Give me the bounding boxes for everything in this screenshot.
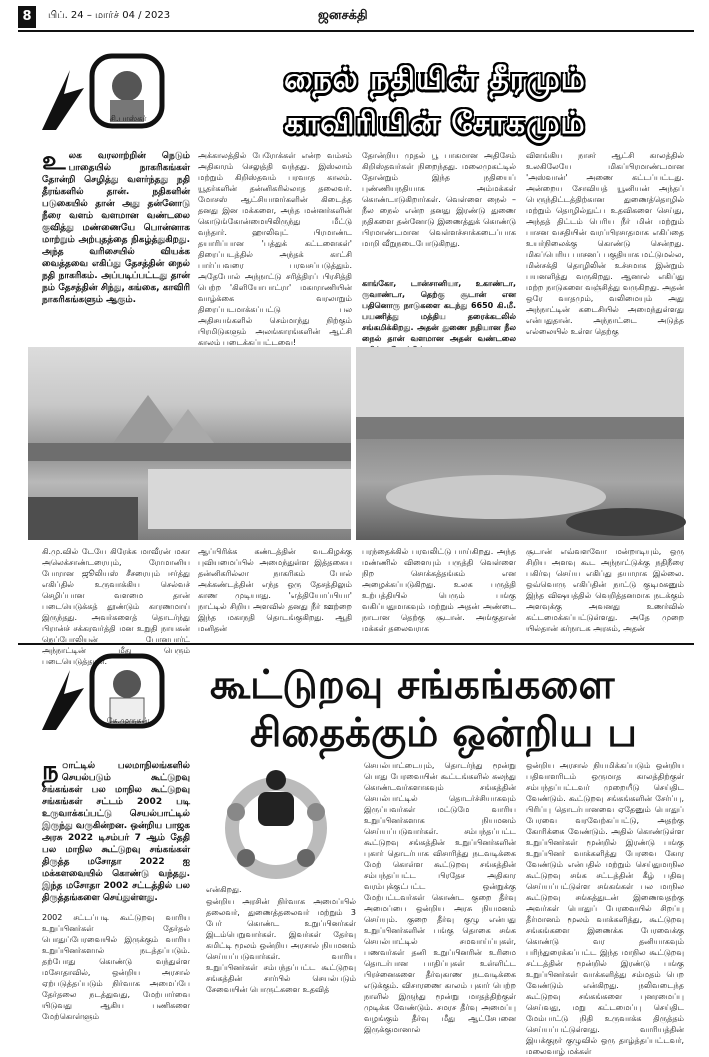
article-1-col1b: கி.மு.வில் டேயே கிரேக்க மாவீரன் மகா அலெக்சாண்டரையும், ரோமானிய போரான ஜூலியஸ் சீசரையும் ஈர்த்து எகிப்தில் உருவாக்கிய செல்வச் செழிப்பான வளமை தான் படையெடுக்கத் தூண்டும் காரணமாய் இருந்தது. அவர்களைத் தொடர்ந்து பிரான்ச் சக்கரவர்த்தி மன உறுதி நாயகன் நெப்போலியன் போனபார்ட் அந்நாட்டின் மீது பெரும் படையெடுத்தான். bbox=[42, 547, 190, 666]
intro-text-1: லக வரலாற்றின் நெடும் பாதையில் நாகரிகங்கள் தோன்றி செழித்து வளர்ந்தது நதி தீரங்களில் தான். நதிகளின் படுகையில் தான் அது தன்னோடு நீரை வளம் வளமான வண்டலை குவித்து மண்ணையே பொன்னாக மாற்றும் அற்புதத்தை நிகழ்த்துகிறது. அந்த வரிசையில் வியக்க வைத்தவை எகிப்து தேசத்தின் நைல் நதி நாகரிகம். அப்படிப்பட்டது தான் நம் தேசத்தின் சிந்து, கங்கை, காவிரி நாகரிகங்களும் ஆகும். bbox=[42, 151, 190, 305]
photo-nile-pyramids bbox=[28, 347, 351, 540]
dropcap-1: உ bbox=[42, 146, 66, 176]
article-1-col2: அக்காலத்தில் பேரோக்கள் என்ற வம்சம் அதிகாரம் செலுத்தி வந்தது. இஸ்லாம் மற்றும் கிறிஸ்தவம் பரவாத காலம். யூதர்களின் தன்னிகரில்லாத தலைவர். மோசஸ் ஆட்சியாளர்களின் கிடைத்த தனது இன மக்களை, அந்த மன்னர்களின் கொடுங்கோன்மையிலிருந்து மீட்டு வந்தார். ஹாலிவுட் பிரமாண்ட தயாரிப்பான 'பத்துக் கட்டளைகள்' திரைப்படத்தில் அந்தக் காட்சி பார்ப்பவரை பரவசப்படுத்தும். அதேபோல் அந்நாட்டு சரித்திரப் பிரசித்தி பெற்ற 'கிளியோபாட்ரா' மகாராணியின் வாழ்க்கை வரலாறும் திரைப்படமாக்கப்பட்டு பல அதிசயங்களில் செம்மாந்து நிற்கும் பிரமிடுகளும் அலங்காரங்களின் ஆட்சி காலம் படைக்கப்பட்டவை! bbox=[198, 151, 352, 347]
author-block-2 bbox=[42, 652, 166, 732]
headline-1-line1: நைல் நதியின் தீரமும் bbox=[284, 62, 586, 97]
article-2-col3: செயல்பாட்டையும், தொடர்ந்து மூன்று பொது பேரவையின் கூட்டங்களில் கலந்து கொண்டவர்களாகவும் சங்கத்தின் செயல்பாட்டில் தொடர்ச்சியாகவும் இருப்பவர்கள் மட்டுமே வாரிய உறுப்பினர்களாக நியமனம் செய்யப்படுவார்கள். சம்பந்தப்பட்ட கூட்டுறவு சங்கத்தின் உறுப்பினர்களின் புகார் தொடர்பாக விசாரித்து நடவடிக்கை மேற் கொள்ள கூட்டுறவு சங்கத்தின் சம்பந்தப்பட்ட பிரதேச அதிகார வரம்புக்குட்பட்ட ஒன்றுக்கு மேற்பட்டவர்கள் கொண்ட குறை தீர்வு அமைப்பை ஒன்றிய அரசு நியமனம் செய்யும். குறை தீர்வு குழு என்பது உறுப்பினர்களின் பங்கு தொகை சங்க செயல்பாட்டில் சமவாய்ப்புகள், பணவர்கள் தனி உறுப்பினரின் உரிமை தொடர்பான பாதிப்புகள் உள்ளிட்ட பிரச்னைகளை தீர்வுகாண நடவடிக்கை எடுக்கும். விசாரணை காலம் புகார் பெற்ற நாளில் இருந்து மூன்று மாதத்திற்குள் முடிக்க வேண்டும். சமரச தீர்வு அமைப்பு வழங்கும் தீர்வு மீது ஆட்சேபனை இருக்குமானால் bbox=[364, 761, 516, 1034]
page-header bbox=[18, 6, 694, 32]
dropcap-2: ந bbox=[42, 756, 59, 786]
masthead: ஜனசக்தி bbox=[318, 8, 368, 23]
issue-date: பிப். 24 – மார்ச் 04 / 2023 bbox=[48, 10, 171, 21]
article-2-intro bbox=[42, 756, 190, 910]
article-2-col1: 2002 சட்டப்படி கூட்டுறவு வாரிய உறுப்பினர்கள் தேர்தல் பொதுப்பேரவையில் இருக்கும் வாரிய உறுப்பினர்களால் நடத்தப்படும். தற்போது கொண்டு வந்துள்ள மசோதாவில், ஒன்றிய அரசால் ஏற்படுத்தப்படும் நிர்வாக அமைப்பே தேர்தலை நடத்துவது, மேற்பார்வை யிடுவது ஆகிய பணிகளை மேற்கொள்ளும் bbox=[42, 913, 190, 1021]
article-1-col2b: ஆப்பிரிக்க கண்டத்தின் வடகிழக்கு புவியமைப்பில் அமைந்துள்ள இத்தகைய தன்னிகரில்லா நாகரிகம் போல் அக்கண்டத்தின் எந்த ஒரு தேசத்திலும் காண முடியாது. 'எத்தியோப்பியா' நாட்டில் சிறிய அளவில் தனது நீர் ஊற்றை இந்த மகாநதி தொடங்குகிறது. ஆதி மனிதன் bbox=[198, 547, 352, 633]
author-name-1: சி.பாஸ்கர் bbox=[109, 114, 147, 123]
cooperative-illustration bbox=[206, 762, 346, 882]
section-divider bbox=[18, 643, 694, 645]
article-2-col2-top: என்கிறது. bbox=[206, 885, 242, 894]
lightning-icon bbox=[42, 670, 84, 730]
article-1-intro bbox=[42, 146, 190, 340]
article-1-col3a: தோன்றிய முதல் பூ பாகமான அதிசேம் கிறிஸ்தவர்கள் நிறைந்தது. மலைமுகட்டில் தோன்றும் இந்த நதியைப் புண்ணியநதியாக அம்மக்கள் கொண்டாடுகிறார்கள். வெள்ளை நைல் – நீல நைல் என்ற தனது இரண்டு துணை நதிகளை தன்னோடு இணைத்துக் கொண்டு பிரமாண்டமான வெள்ளச்சாக்கடைப்பாக மாறி வீறுநடைபோடுகிறது. bbox=[362, 151, 516, 248]
headline-2-line1: கூட்டுறவு சங்கங்களை bbox=[210, 662, 615, 708]
author-photo-2 bbox=[113, 670, 141, 698]
headline-1-line2: காவிரியின் சோகமும் bbox=[284, 106, 586, 141]
article-2-col2: ஒன்றிய அரசின் நிர்வாக அமைப்பில் தலைவர், துணைத்தலைவர் மற்றும் 3 பேர் கொண்ட உறுப்பினர்கள் இடம்பெறுவார்கள். இவர்கள் தேர்வு கமிட்டி மூலம் ஒன்றிய அரசால் நியமனம் செய்யப்படுவார்கள். வாரிய உறுப்பினர்கள் சம்பந்தப்பட்ட கூட்டுறவு சங்கத்தின் சார்பில் செயல்படும் சேவையின் பொருட்களை உதவித் bbox=[206, 897, 356, 994]
article-1-col3b: காங்கோ, டான்சானியா, உகாண்டா, ருவாண்டா, தெற்கு சூடான் என பதினொரு நாடுகளை கடந்து 6650 கி.மீ. பயணித்து மத்திய தரைக்கடலில் சங்கமிக்கிறது. அதன் துணை நதியான நீல நைல் தான் வளமான அதன் வண்டலை bbox=[362, 279, 516, 343]
article-1-col4b: சூடான் எவ்வளவோ மன்றாடியும், ஒரு சிறிய அளவு கூட அந்நாட்டுக்கு நதிநீரை பகிர்வு செய்ய எகிப்து தயாராக இல்லை. ஒவ்வொரு எகிப்தின் நாட்டு குடிமகனும் இந்த விஷயத்தில் வெறித்தனமாக நடக்கும் அளவுக்கு அவனது உணர்வில் கட்டமைக்கப்பட்டுள்ளது. அதே முறை யில்தான் கர்நாடக அரசும், அதன் bbox=[526, 547, 684, 633]
intro-text-2: ாட்டில் பலமாநிலங்களில் செயல்படும் கூட்டுறவு சங்கங்கள் பல மாநில கூட்டுறவு சங்கங்கள் சட்டம் 2002 படி உருவாக்கப்பட்டு செயல்பாட்டில் இருந்து வருகின்றன. ஒன்றிய பாஜக அரசு 2022 டிசம்பர் 7 ஆம் தேதி பல மாநில கூட்டுறவு சங்கங்கள் திருத்த மசோதா 2022 ஐ மக்களவையில் கொண்டு வந்தது. இந்த மசோதா 2002 சட்டத்தில் பல திருத்தங்களை செய்துள்ளது. bbox=[42, 761, 190, 903]
headline-2-line2: சிதைக்கும் ஒன்றிய ப bbox=[250, 710, 637, 756]
photo-cauvery-riverbed bbox=[356, 347, 684, 540]
lightning-icon bbox=[42, 70, 84, 130]
article-2-col4: ஒன்றிய அரசால் நியமிக்கப்படும் ஒன்றிய பதிவாளரிடம் ஒருமாத காலத்திற்குள் சம்பந்தப்பட்டவர் முறையீடு செய்திட வேண்டும். கூட்டுறவு சங்கங்களின் சேர்ப்பு, பிரிப்பு தொடர்பானவை ஏதேனும் பொதுப் பேரவை வரவேற்கப்பட்டு, அதற்கு கோரிக்கை வேண்டும். அதில் கொண்டுள்ள உறுப்பினர்கள் மூன்றில் இரண்டு பங்கு உறுப்பினர் வாக்களித்து பேரவை கோர வேண்டும் என்பதில் மற்றும் செய்துமாநில கூட்டுறவு சங்க சட்டத்தின் கீழ் பதிவு செய்யப்பட்டுள்ள சங்கங்கள் பல மாநில கூட்டுறவு சங்கத்துடன் இணைவதற்கு அவர்கள் பொதுப் பேரவையில் சிறப்பு தீர்மானம் மூலம் வாக்களித்து, கூட்டுறவு சங்கங்களை இணைக்க பேரவைக்கு கொண்டு வர தனியாகவும் பரிந்துரைக்கப்பட்ட இந்த மாநில கூட்டுறவு சட்டத்தின் மூன்றில் இரண்டு பங்கு உறுப்பினர்கள் வாக்களித்து சம்மதம் பெற வேண்டும் என்கிறது. நலிவடைந்த கூட்டுறவு சங்கங்களை புனரமைப்பு செய்வது, மறு கட்டமைப்பு செய்திட மேம்பாட்டு நிதி உருவாக்க திருத்தம் செய்யப்பட்டுள்ளது. வாரியத்தின் இயக்குநர் குழுவில் ஒரு தாழ்த்தப்பட்டவர், மலைவாழ் மக்கள் bbox=[526, 761, 684, 1056]
article-1-col3c: பரந்தைக்கில் பரவலிட்டு பாய்கிறது. அந்த மண்ணில் விளையும் பருத்தி வெள்ளை நிற சொக்கத்தங்கம் என அழைக்கப்படுகிறது. உலக பருத்தி உற்பத்தியில் பெரும் பங்கு வகிப்பதுமாகவும் மற்றும் அதன் அண்டை நாடான தெற்கு சூடான். அங்குதான் மக்கள் தலைவராக bbox=[362, 547, 516, 633]
author-name-2: கே.முருகன் bbox=[106, 716, 150, 725]
page-number: 8 bbox=[18, 6, 36, 28]
article-1-col4: விளங்கிய நாசர் ஆட்சி காலத்தில் உலகிலேயே மிகப்பிரமாண்டமான 'அஸ்வான்' அணை கட்டப்பட்டது. அன்றைய சோவியத் யூனியன் அந்தப் பெருந்திட்டத்திற்கான துணைத்தொழில் மற்றும் தொழில்நுட்ப உதவிகளை செய்து, அந்தத் திட்டம் பெரிய நீர் மின் மற்றும் பாசன வசதியின் வரப்பிரசாதமாக எகிப்தை உயர்நிலைக்கு கொண்டு சென்றது. மிகப்பெரிய பாசனப் பகுதியாக மட்டுமல்ல, மின்சக்தி தொழிலின் உச்சமாக இன்றும் பயனளித்து வருகிறது. ஆனால் எகிப்து மற்ற நாடுகளை வஞ்சித்து வருகிறது. அதன் ஒரே வாதமும், வலிமையும் அது அந்நாட்டின் கடைசியில் அமைந்துள்ளது என்பதுதான். அந்நாட்டை அடுத்த எல்லையில் உள்ள தெற்கு bbox=[526, 151, 684, 336]
author-block-1 bbox=[42, 52, 166, 132]
author-photo-1 bbox=[112, 71, 142, 101]
